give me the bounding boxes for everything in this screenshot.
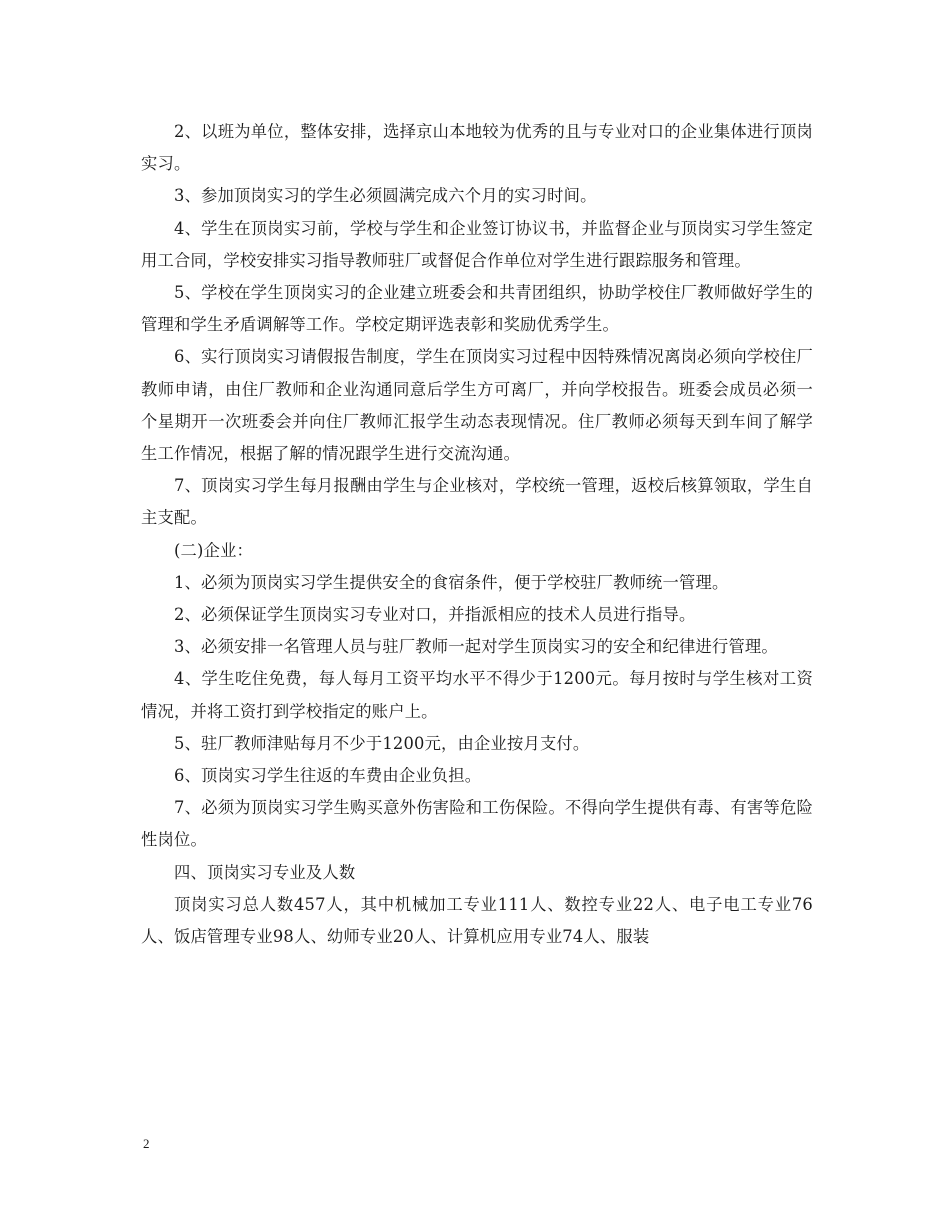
paragraph: 顶岗实习总人数457人，其中机械加工专业111人、数控专业22人、电子电工专业76人、饭店管理专业98人、幼师专业20人、计算机应用专业74人、服装: [141, 894, 813, 947]
paragraph: 4、学生在顶岗实习前，学校与学生和企业签订协议书，并监督企业与顶岗实习学生签定用工合同，学校安排实习指导教师驻厂或督促合作单位对学生进行跟踪服务和管理。: [141, 218, 813, 270]
paragraph: 6、顶岗实习学生往返的车费由企业负担。: [174, 766, 482, 786]
paragraph: 5、驻厂教师津贴每月不少于1200元，由企业按月支付。: [174, 733, 590, 753]
paragraph: 5、学校在学生顶岗实习的企业建立班委会和共青团组织，协助学校住厂教师做好学生的管理和学生矛盾调解等工作。学校定期评选表彰和奖励优秀学生。: [141, 283, 813, 335]
paragraph: 3、参加顶岗实习的学生必须圆满完成六个月的实习时间。: [174, 186, 597, 206]
document-body: [141, 116, 813, 953]
paragraph: 6、实行顶岗实习请假报告制度，学生在顶岗实习过程中因特殊情况离岗必须向学校住厂教师申请，由住厂教师和企业沟通同意后学生方可离厂，并向学校报告。班委会成员必须一个星期开一次班委会并向住厂教师汇报学生动态表现情况。住厂教师必须每天到车间了解学生工作情况，根据了解的情况跟学生进行交流沟通。: [141, 347, 813, 464]
paragraph: 7、顶岗实习学生每月报酬由学生与企业核对，学校统一管理，返校后核算领取，学生自主支配。: [141, 476, 813, 528]
paragraph: 3、必须安排一名管理人员与驻厂教师一起对学生顶岗实习的安全和纪律进行管理。: [174, 637, 778, 657]
paragraph: 7、必须为顶岗实习学生购买意外伤害险和工伤保险。不得向学生提供有毒、有害等危险性岗位。: [141, 798, 813, 850]
paragraph: 2、必须保证学生顶岗实习专业对口，并指派相应的技术人员进行指导。: [174, 605, 696, 625]
paragraph: 4、学生吃住免费，每人每月工资平均水平不得少于1200元。每月按时与学生核对工资情况，并将工资打到学校指定的账户上。: [141, 669, 813, 721]
section-heading: 四、顶岗实习专业及人数: [174, 862, 356, 882]
paragraph: 1、必须为顶岗实习学生提供安全的食宿条件，便于学校驻厂教师统一管理。: [174, 572, 729, 592]
page-number: 2: [143, 1136, 150, 1151]
paragraph: 2、以班为单位，整体安排，选择京山本地较为优秀的且与专业对口的企业集体进行顶岗实习。: [141, 122, 813, 174]
section-heading: (二)企业：: [174, 540, 254, 560]
